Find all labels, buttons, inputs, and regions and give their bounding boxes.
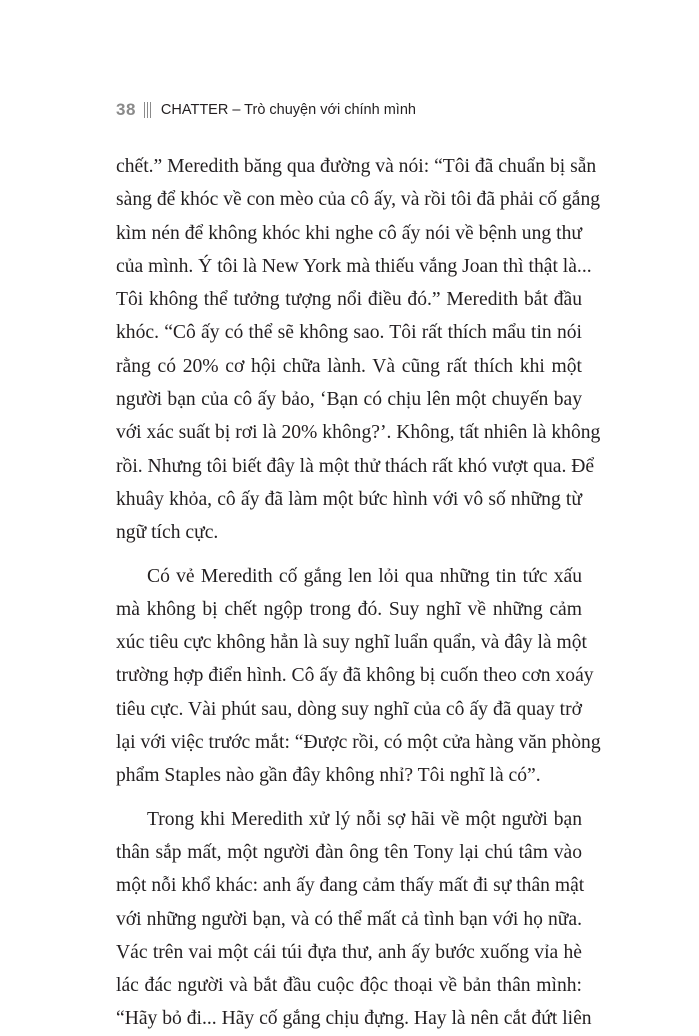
paragraph-spacer <box>116 793 582 803</box>
text-line: tiêu cực. Vài phút sau, dòng suy nghĩ của cô ấy đã quay trở <box>116 698 582 720</box>
text-line: rằng có 20% cơ hội chữa lành. Và cũng rất thích khi một <box>116 355 582 377</box>
text-line: kìm nén để không khóc khi nghe cô ấy nói về bệnh ung thư <box>116 222 582 244</box>
text-line: phẩm Staples nào gần đây không nhỉ? Tôi nghĩ là có”. <box>116 765 541 787</box>
text-line: trường hợp điển hình. Cô ấy đã không bị cuốn theo cơn xoáy <box>116 665 594 687</box>
text-line: lác đác người và bắt đầu cuộc độc thoại về bản thân mình: <box>116 975 582 997</box>
text-line: chết.” Meredith băng qua đường và nói: “Tôi đã chuẩn bị sẵn <box>116 156 597 177</box>
text-line: Trong khi Meredith xử lý nỗi sợ hãi về một người bạn <box>147 808 582 830</box>
page-number: 38 <box>116 100 136 119</box>
book-title: CHATTER – Trò chuyện với chính mình <box>160 102 416 118</box>
running-header <box>116 98 416 122</box>
header-divider <box>144 102 151 118</box>
text-line: khóc. “Cô ấy có thể sẽ không sao. Tôi rất thích mẩu tin nói <box>116 322 582 344</box>
paragraph-spacer <box>116 550 582 560</box>
text-line: khuây khỏa, cô ấy đã làm một bức hình với vô số những từ <box>116 488 582 510</box>
text-line: mà không bị chết ngộp trong đó. Suy nghĩ về những cảm <box>116 598 582 620</box>
text-line: Có vẻ Meredith cố gắng len lỏi qua những tin tức xấu <box>147 565 582 587</box>
text-line: Tôi không thể tưởng tượng nổi điều đó.” Meredith bắt đầu <box>116 289 582 311</box>
text-line: của mình. Ý tôi là New York mà thiếu vắng Joan thì thật là... <box>116 255 592 277</box>
paragraph-3 <box>116 803 592 1036</box>
text-line: xúc tiêu cực không hẳn là suy nghĩ luẩn quẩn, và đây là một <box>116 632 587 654</box>
text-line: sàng để khóc về con mèo của cô ấy, và rồi tôi đã phải cố gắng <box>116 189 601 211</box>
paragraph-1 <box>116 150 601 550</box>
text-line: “Hãy bỏ đi... Hãy cố gắng chịu đựng. Hay là nên cắt đứt liên <box>116 1008 592 1030</box>
text-line: ngữ tích cực. <box>116 522 219 544</box>
text-line: Vác trên vai một cái túi đựa thư, anh ấy bước xuống vỉa hè <box>116 941 582 963</box>
text-line: người bạn của cô ấy bảo, ‘Bạn có chịu lên một chuyến bay <box>116 389 582 411</box>
text-line: lại với việc trước mắt: “Được rồi, có một cửa hàng văn phòng <box>116 732 601 754</box>
text-line: với những người bạn, và có thể mất cả tình bạn với họ nữa. <box>116 908 582 930</box>
text-line: thân sắp mất, một người đàn ông tên Tony lại chú tâm vào <box>116 841 582 863</box>
text-line: với xác suất bị rơi là 20% không?’. Không, tất nhiên là không <box>116 422 601 444</box>
text-line: rồi. Nhưng tôi biết đây là một thử thách rất khó vượt qua. Để <box>116 455 595 477</box>
body-text <box>116 150 601 1036</box>
text-line: một nỗi khổ khác: anh ấy đang cảm thấy mất đi sự thân mật <box>116 875 585 897</box>
paragraph-2 <box>116 560 601 793</box>
